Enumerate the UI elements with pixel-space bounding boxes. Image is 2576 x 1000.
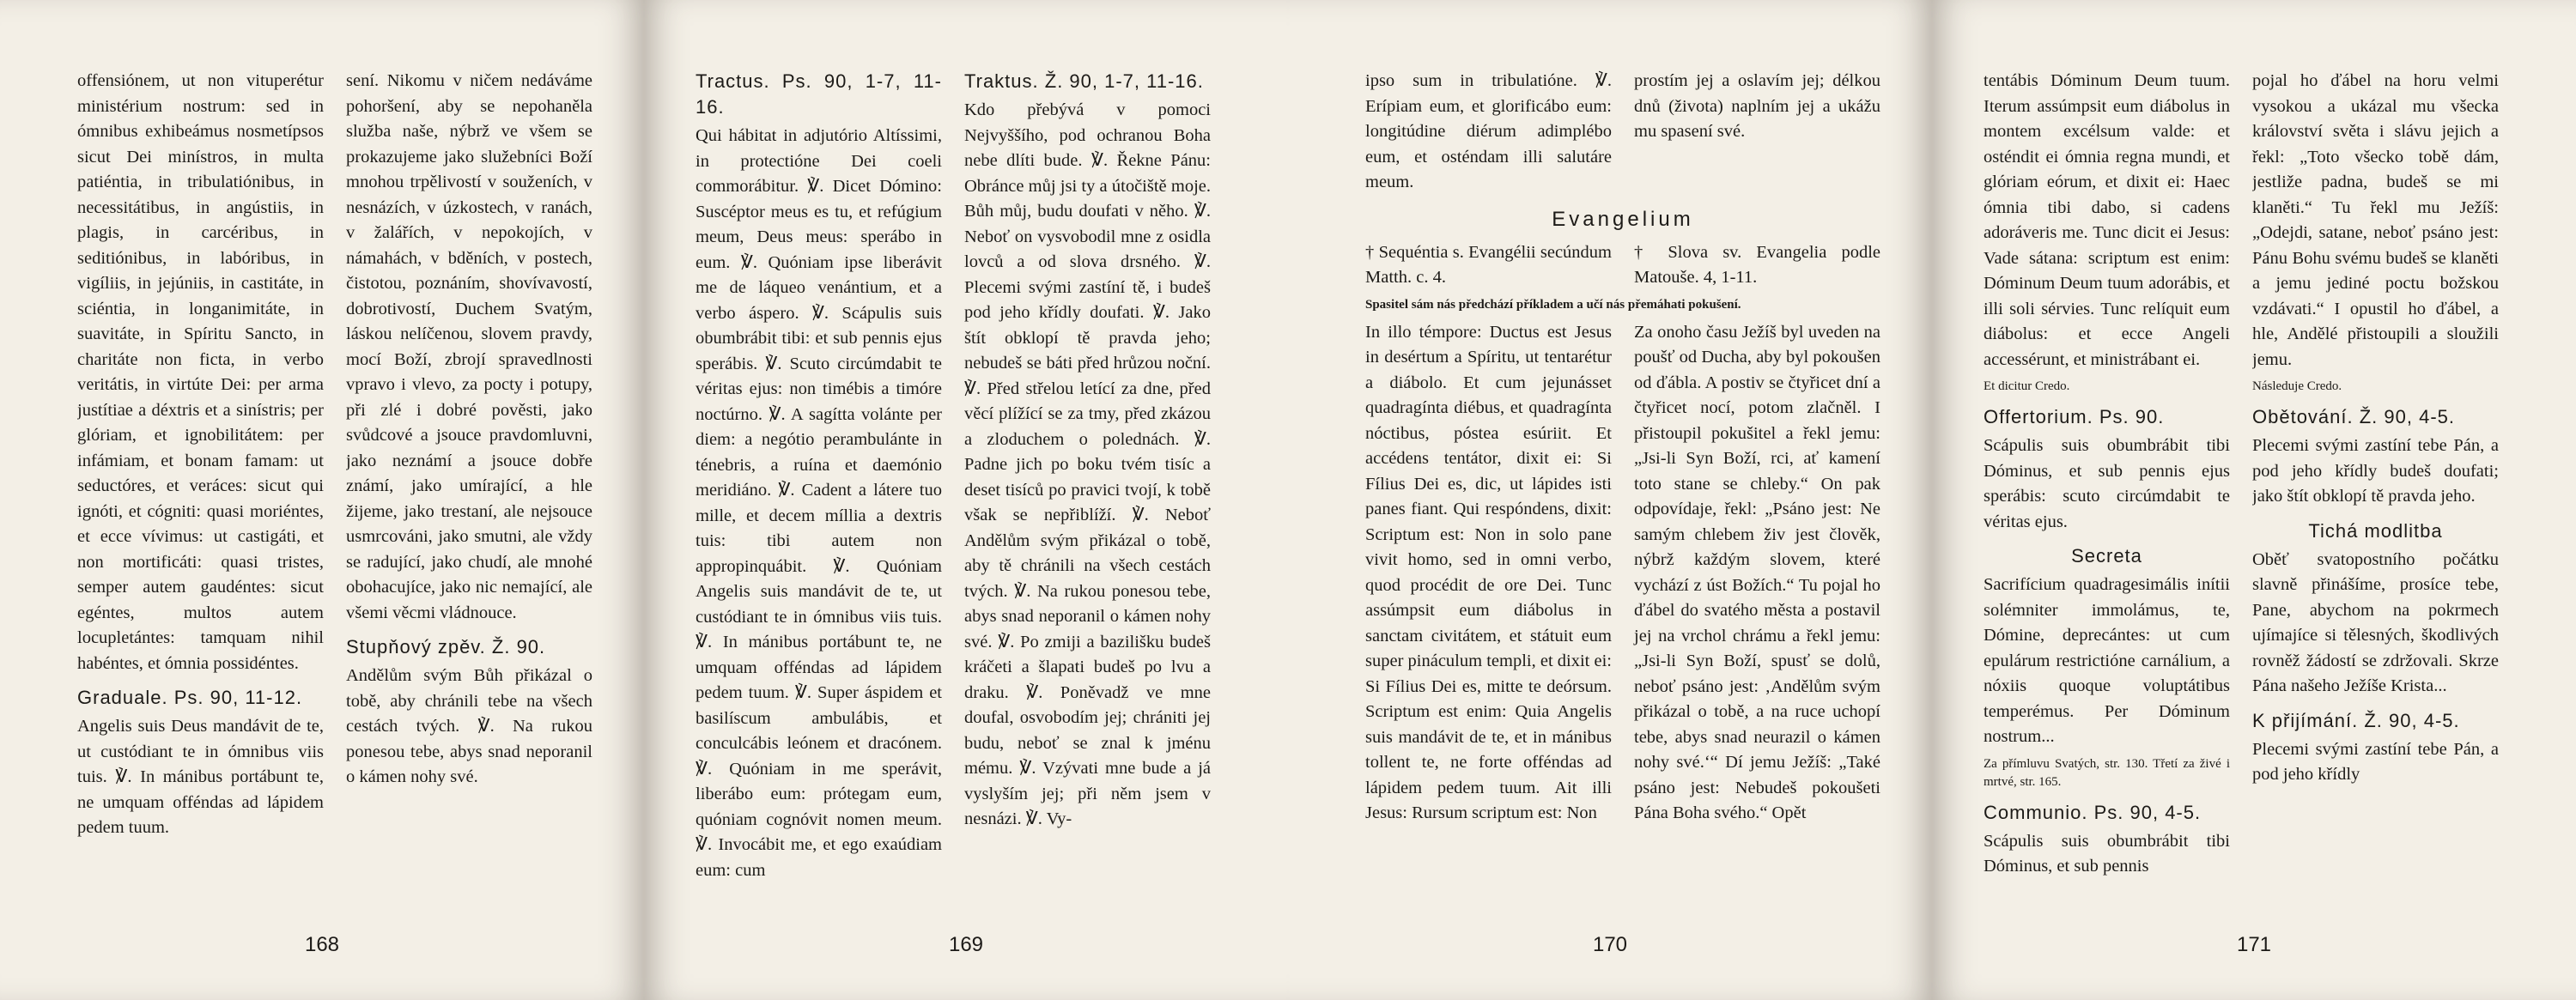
gospel-latin: In illo témpore: Ductus est Jesus in desértum a Spíritu, ut tentarétur a diábolo. Et cum jejunásset quadragínta diébus, et quadragínta nóctibus, póstea esúriit. Et accédens tentátor, dixit ei: Si Fílius Dei es, dic, ut lápides isti panes fiant. Qui respóndens, dixit: Scriptum est: Non in solo pane vivit homo, sed in omni verbo, quod procédit de ore Dei. Tunc assúmpsit eum diábolus in sanctam civitátem, et státuit eum super pináculum templi, et dixit ei: Si Fílius Dei es, mitte te deórsum. Scriptum est enim: Quia Angelis suis mandávit de te, et in mánibus tollent te, ne forte offéndas ad lápidem pedem tuum. Ait illi Jesus: Rursum scriptum est: Non [1365,322,1612,822]
sequentia-latin: † Sequéntia s. Evangélii secúndum Matth. c. 4. [1365,242,1612,287]
page-171 [1932,0,2576,1000]
communio-latin: Scápulis suis obumbrábit tibi Dóminus, et sub pennis [1984,831,2230,876]
traktus-heading: Traktus. Ž. 90, 1-7, 11-16. [964,70,1204,92]
ticha-modlitba-heading: Tichá modlitba [2308,519,2443,542]
obetovani-czech: Plecemi svými zastíní tebe Pán, a pod jeho křídly budeš doufati; jako štít obklopí tě pravda jeho. [2252,436,2499,506]
gospel-latin-end: tentábis Dóminum Deum tuum. Iterum assúmpsit eum diábolus in montem excélsum valde: et osténdit ei ómnia regna mundi, et glóriam eórum, et dixit ei: Haec ómnia tibi dabo, si cadens adoráveris me. Tunc dicit ei Jesus: Vade sátana: scriptum est enim: Dóminum Deum tuum adorábis, et illi soli sérvies. Tunc relíquit eum diábolus: et ecce Angeli accessérunt, et ministrábant ei. [1984,71,2230,369]
gospel-reference [1365,240,1880,291]
right-spread [1288,0,2576,1000]
page-169-latin-column [696,69,942,914]
page-number: 168 [304,933,340,956]
page-169-czech-column [964,69,1211,914]
gospel-czech: Za onoho času Ježíš byl uveden na poušť od Ducha, aby byl pokoušen od ďábla. A postiv se čtyřicet dní a čtyřicet nocí, potom zlačněl. I přistoupil pokušitel a řekl jemu: „Jsi-li Syn Boží, rci, ať kamení toto stane se chleby.“ On pak odpovídaje, řekl: „Psáno jest: Ne samým chlebem živ jest člověk, nýbrž každým slovem, které vychází z úst Božích.“ Tu pojal ho ďábel do svatého města a postavil jej na vrchol chrámu a řekl jemu: „Jsi-li Syn Boží, spusť se dolů, neboť psáno jest: ‚Andělům svým přikázal o tobě, a na ruce uchopí tebe, abys snad neurazil o kámen nohy své.‘“ Dí jemu Ježíš: „Také psáno jest: Nebudeš pokoušeti Pána Boha svého.“ Opět [1634,322,1880,822]
evangelium-heading: Evangelium [1552,207,1694,231]
k-prijimani-heading: K přijímání. Ž. 90, 4-5. [2252,709,2460,731]
offertorium-latin: Scápulis suis obumbrábit tibi Dóminus, et sub pennis ejus sperábis: scuto circúmdabit te véritas ejus. [1984,436,2230,531]
page-169 [644,0,1288,1000]
page-170-top [1365,69,1880,196]
page-number: 169 [948,933,984,956]
commemoration-note: Za přímluvu Svatých, str. 130. Třetí za živé i mrtvé, str. 165. [1984,756,2230,789]
page-168-czech-column [346,69,592,914]
tractus-heading: Tractus. Ps. 90, 1-7, 11-16. [696,70,942,118]
stupnovy-zpev-heading: Stupňový zpěv. Ž. 90. [346,636,546,658]
traktus-czech: Kdo přebývá v pomoci Nejvyššího, pod ochranou Boha nebe dlíti bude. ℣. Řekne Pánu: Obránce můj jsi ty a útočiště moje. Bůh můj, budu doufati v něho. ℣. Neboť on vysvobodil mne z osidla lovců a od slova drsného. ℣. Plecemi svými zastíní tě, i budeš pod jeho křídly doufati. ℣. Jako štít obklopí tě pravda jeho; nebudeš se báti před hrůzou noční. ℣. Před střelou letící za dne, před věcí plížící se za tmy, před zkázou a zloduchem o polednách. ℣. Padne jich po boku tvém tisíc a deset tisíců po pravici tvojí, k tobě však se nepřiblíží. ℣. Neboť Andělům svým přikázal o tobě, aby tě chránili na všech cestách tvých. ℣. Na rukou ponesou tebe, abys snad neporanil o kámen nohy své. ℣. Po zmiji a bazilišku budeš kráčeti a šlapati budeš po lvu a draku. ℣. Poněvadž ve mne doufal, osvobodím jej; chrániti jej budu, neboť se znal k jménu mému. ℣. Vzývati mne bude a já vyslyším jej; při něm jsem v nesnázi. ℣. Vy- [964,100,1211,828]
ticha-modlitba-czech: Oběť svatopostního počátku slavně přinášíme, prosíce tebe, Pane, abychom na pokrmech ujímajíce si tělesných, škodlivých rovněž žádostí se zdržovali. Skrze Pána našeho Ježíše Krista... [2252,549,2499,695]
page-170 [1288,0,1932,1000]
page-number: 171 [2236,933,2272,956]
secreta-latin: Sacrifícium quadragesimális inítii solémniter immolámus, te, Dómine, deprecántes: ut cum epulárum restrictióne carnálium, a nóxiis quoque voluptátibus temperémus. Per Dóminum nostrum... [1984,575,2230,746]
gospel-czech-end: pojal ho ďábel na horu velmi vysokou a ukázal mu všecka království světa i slávu jejich a řekl: „Toto všecko tobě dám, jestliže padna, budeš se mi klaněti.“ Tu řekl mu Ježíš: „Odejdi, satane, neboť psáno jest: Pánu Bohu svému budeš se klaněti a jemu jediné poctu božskou vzdávati.“ I opustil ho ďábel, a hle, Andělé přistoupili a sloužili jemu. [2252,71,2499,369]
gospel-body [1365,320,1880,915]
page-168-latin-column [77,69,324,914]
graduale-latin: Angelis suis Deus mandávit de te, ut custódiant te in ómnibus viis tuis. ℣. In mánibus portábunt te, ne umquam offéndas ad lápidem pedem tuum. [77,717,324,837]
obetovani-heading: Obětování. Ž. 90, 4-5. [2252,406,2456,427]
tractus-end-latin: ipso sum in tribulatióne. ℣. Erípiam eum, et glorificábo eum: longitúdine diérum adimplébo eum, et osténdam illi salutáre meum. [1365,71,1612,191]
graduale-heading: Graduale. Ps. 90, 11-12. [77,687,303,708]
traktus-end-czech: prostím jej a oslavím jej; délkou dnů (života) naplním jej a ukážu mu spasení své. [1634,71,1880,141]
epistle-czech: sení. Nikomu v ničem nedáváme pohoršení, aby se nepohaněla služba naše, nýbrž ve všem se prokazujeme jako služebníci Boží mnohou trpělivostí v souženích, v nesnázích, v úzkostech, v ranách, v žalářích, v nepokojích, v námahách, v bděních, v postech, čistotou, poznáním, shovívavostí, dobrotivostí, Duchem Svatým, láskou nelíčenou, slovem pravdy, mocí Boží, zbrojí spravedlnosti vpravo i vlevo, za pocty i potupy, při zlé i dobré pověsti, jako svůdcové a jsouce pravdomluvni, jako neznámí a jsouce dobře známí, jako umírající, a hle žijeme, jako trestaní, ale nejsouce usmrcováni, jako smutni, ale vždy se radující, jako chudí, ale mnohé obohacujíce, jako nic nemající, ale všemi věcmi vládnouce. [346,71,592,622]
communio-heading: Communio. Ps. 90, 4-5. [1984,801,2202,823]
page-168 [0,0,644,1000]
epistle-latin: offensiónem, ut non vituperétur ministérium nostrum: sed in ómnibus exhibeámus nosmetípsos sicut Dei minístros, in multa patiéntia, in tribulatiónibus, in necessitátibus, in angústiis, in plagis, in carcéribus, in seditiónibus, in labóribus, in vigíliis, in jejúniis, in castitáte, in sciéntia, in longanimitáte, in suavitáte, in Spíritu Sancto, in charitáte non ficta, in verbo veritátis, in virtúte Dei: per arma justítiae a déxtris et a sinístris; per glóriam, et ignobilitátem: per infámiam, et bonam famam: ut seductóres, et veráces: sicut qui ignóti, et cógniti: quasi moriéntes, et ecce vívimus: ut castigáti, et non mortificáti: quasi tristes, semper autem gaudéntes: sicut egéntes, multos autem locupletántes: tamquam nihil habéntes, et ómnia possidéntes. [77,71,324,673]
page-171-latin-column [1984,69,2230,914]
k-prijimani-czech: Plecemi svými zastíní tebe Pán, a pod jeho křídly [2252,739,2499,784]
credo-latin: Et dicitur Credo. [1984,379,2070,393]
page-number: 170 [1592,933,1628,956]
offertorium-heading: Offertorium. Ps. 90. [1984,406,2165,427]
tractus-latin: Qui hábitat in adjutório Altíssimi, in protectióne Dei coeli commorábitur. ℣. Dicet Dómino: Suscéptor meus es tu, et refúgium meum, Deus meus: sperábo in eum. ℣. Quóniam ipse liberávit me de láqueo venántium, et a verbo áspero. ℣. Scápulis suis obumbrábit tibi: et sub pennis ejus sperábis. ℣. Scuto circúmdabit te véritas ejus: non timébis a timóre noctúrno. ℣. A sagítta volánte per diem: a negótio perambulánte in ténebris, a ruína et daemónio meridiáno. ℣. Cadent a látere tuo mille, et decem míllia a dextris tuis: tibi autem non appropinquábit. ℣. Quóniam Angelis suis mandávit de te, ut custódiant te in ómnibus viis tuis. ℣. In mánibus portábunt te, ne umquam offéndas ad lápidem pedem tuum. ℣. Super áspidem et basilíscum ambulábis, et conculcábis leónem et dracónem. ℣. Quóniam in me sperávit, liberábo eum: prótegam eum, quóniam cognóvit nomen meum. ℣. Invocábit me, et ego exaúdiam eum: cum [696,126,942,880]
secreta-heading: Secreta [2071,545,2142,567]
sequentia-czech: † Slova sv. Evangelia podle Matouše. 4, 1-11. [1634,242,1880,287]
gospel-note: Spasitel sám nás předchází příkladem a učí nás přemáhati pokušení. [1365,297,1741,312]
stupnovy-zpev-czech: Andělům svým Bůh přikázal o tobě, aby chránili tebe na všech cestách tvých. ℣. Na rukou ponesou tebe, abys snad neporanil o kámen nohy své. [346,666,592,786]
credo-czech: Následuje Credo. [2252,379,2342,393]
page-171-czech-column [2252,69,2499,914]
